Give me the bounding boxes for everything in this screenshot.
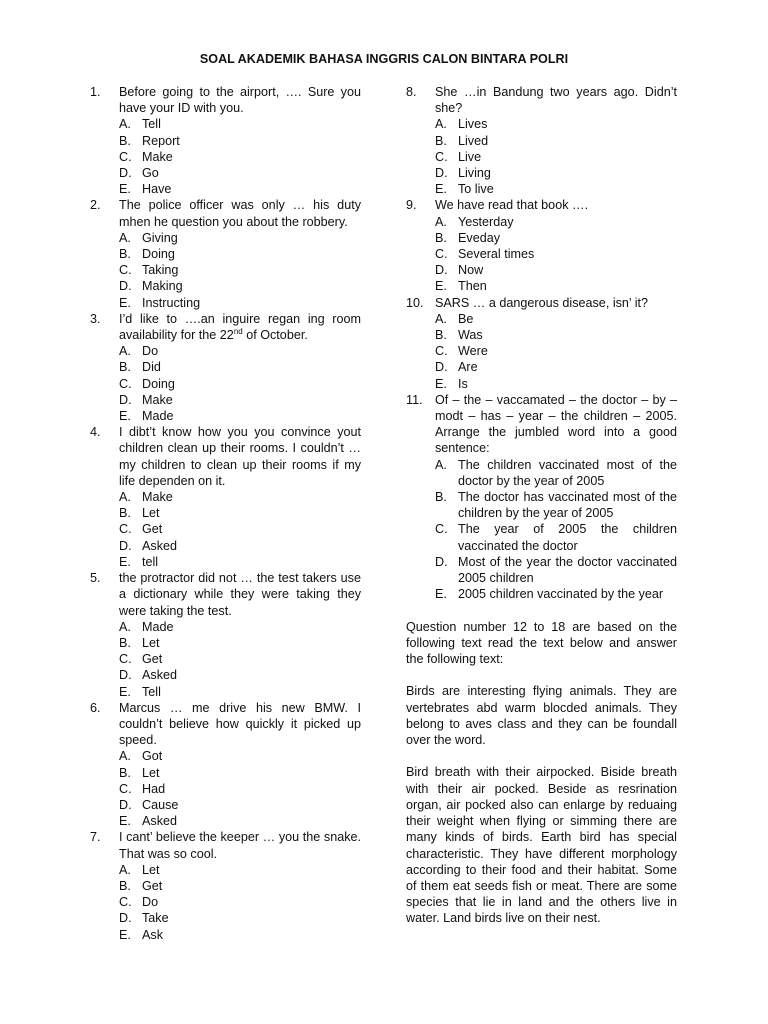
- option-c: [119, 894, 361, 910]
- option-b: [435, 230, 677, 246]
- option-letter: B.: [119, 133, 131, 148]
- option-text: Get: [142, 878, 163, 893]
- option-letter: C.: [119, 781, 132, 796]
- option-b: [119, 878, 361, 894]
- option-text: Is: [458, 376, 468, 391]
- question-text: We have read that book ….: [435, 198, 589, 213]
- question-text: the protractor did not … the test takers use a dictionary while they were taking they were taking the test.: [119, 571, 361, 618]
- option-letter: B.: [119, 765, 131, 780]
- option-text: Got: [142, 749, 163, 764]
- option-letter: A.: [119, 862, 131, 877]
- option-letter: E.: [119, 814, 131, 829]
- question-text: Before going to the airport, …. Sure you have your ID with you.: [119, 85, 361, 116]
- option-b: [435, 327, 677, 343]
- question-text-part: I’d like to ….an inguire regan ing room availability for the 22: [119, 311, 361, 343]
- option-c: [119, 521, 361, 537]
- option-a: [435, 311, 677, 327]
- option-letter: E.: [119, 927, 131, 942]
- option-text: Did: [142, 360, 161, 375]
- option-letter: C.: [435, 247, 448, 262]
- question-6: [90, 700, 361, 830]
- option-b: [119, 505, 361, 521]
- option-letter: D.: [435, 263, 448, 278]
- option-e: [119, 684, 361, 700]
- option-d: [435, 554, 677, 586]
- option-letter: D.: [435, 360, 448, 375]
- option-letter: A.: [435, 214, 447, 229]
- option-text: Instructing: [142, 295, 201, 310]
- question-number: 10.: [406, 295, 424, 310]
- option-text: Made: [142, 409, 174, 424]
- option-text: Have: [142, 182, 172, 197]
- option-text: Doing: [142, 247, 175, 262]
- option-text: Report: [142, 133, 180, 148]
- option-letter: B.: [119, 360, 131, 375]
- question-5: [90, 570, 361, 700]
- page-title: SOAL AKADEMIK BAHASA INGGRIS CALON BINTARA POLRI: [199, 52, 569, 66]
- option-a: [119, 230, 361, 246]
- option-letter: E.: [435, 587, 447, 602]
- option-text: Most of the year the doctor vaccinated 2005 children: [458, 554, 677, 586]
- option-letter: C.: [435, 149, 448, 164]
- option-e: [119, 813, 361, 829]
- option-d: [119, 392, 361, 408]
- option-letter: C.: [119, 376, 132, 391]
- question-1: [90, 84, 361, 197]
- option-b: [119, 133, 361, 149]
- ordinal-suffix: nd: [233, 326, 243, 336]
- option-text: Were: [458, 344, 488, 359]
- option-letter: D.: [119, 166, 132, 181]
- option-letter: D.: [435, 166, 448, 181]
- option-letter: D.: [119, 392, 132, 407]
- option-letter: B.: [119, 247, 131, 262]
- question-number: 5.: [90, 571, 101, 586]
- option-b: [119, 246, 361, 262]
- option-d: [119, 538, 361, 554]
- option-a: [119, 489, 361, 505]
- option-a: [119, 619, 361, 635]
- option-a: [119, 862, 361, 878]
- question-text: I dibt’t know how you you convince yout children clean up their rooms. I couldn’t … my children to clean up their rooms if my life dependen on it.: [119, 425, 361, 488]
- question-stem: [406, 392, 677, 457]
- option-letter: B.: [119, 878, 131, 893]
- option-letter: B.: [119, 506, 131, 521]
- option-e: [119, 295, 361, 311]
- question-text: SARS … a dangerous disease, isn’ it?: [435, 295, 649, 310]
- question-text: She …in Bandung two years ago. Didn’t she?: [435, 85, 677, 116]
- question-stem: [90, 84, 361, 116]
- option-letter: D.: [119, 911, 132, 926]
- option-text: To live: [458, 182, 494, 197]
- option-letter: B.: [435, 133, 447, 148]
- option-letter: C.: [119, 522, 132, 537]
- option-letter: D.: [119, 797, 132, 812]
- option-text: Lived: [458, 133, 489, 148]
- option-letter: B.: [435, 230, 447, 245]
- option-b: [119, 359, 361, 375]
- question-text: I cant’ believe the keeper … you the snake. That was so cool.: [119, 830, 361, 861]
- option-text: Doing: [142, 376, 175, 391]
- option-text: Live: [458, 149, 482, 164]
- option-c: [119, 651, 361, 667]
- option-a: [435, 457, 677, 489]
- option-text: Let: [142, 506, 160, 521]
- question-number: 1.: [90, 85, 101, 99]
- question-stem: [90, 311, 361, 343]
- question-stem: [406, 197, 677, 213]
- option-e: [435, 586, 677, 602]
- option-d: [119, 667, 361, 683]
- question-number: 7.: [90, 830, 101, 845]
- option-c: [435, 343, 677, 359]
- option-d: [435, 262, 677, 278]
- question-number: 4.: [90, 425, 101, 440]
- question-text: [119, 311, 361, 343]
- option-a: [435, 116, 677, 132]
- option-text: Make: [142, 490, 173, 505]
- option-text: Asked: [142, 668, 178, 683]
- option-letter: A.: [435, 117, 447, 132]
- option-letter: A.: [119, 619, 131, 634]
- option-text: Asked: [142, 538, 178, 553]
- option-text: Living: [458, 166, 491, 181]
- question-stem: [90, 424, 361, 489]
- option-letter: E.: [119, 295, 131, 310]
- option-text: The children vaccinated most of the doctor by the year of 2005: [458, 457, 677, 488]
- option-e: [435, 278, 677, 294]
- reading-passage: [406, 619, 677, 927]
- option-letter: E.: [119, 554, 131, 569]
- option-d: [435, 165, 677, 181]
- option-letter: C.: [119, 263, 132, 278]
- option-text: Take: [142, 911, 169, 926]
- option-c: [435, 149, 677, 165]
- option-c: [435, 246, 677, 262]
- option-letter: B.: [119, 635, 131, 650]
- option-letter: C.: [119, 895, 132, 910]
- option-a: [119, 748, 361, 764]
- option-letter: B.: [435, 490, 447, 505]
- question-stem: [90, 829, 361, 861]
- option-d: [119, 165, 361, 181]
- option-a: [119, 343, 361, 359]
- option-c: [435, 521, 677, 553]
- option-text: Had: [142, 781, 166, 796]
- question-stem: [406, 295, 677, 311]
- question-number: 9.: [406, 198, 417, 213]
- option-text: Make: [142, 149, 173, 164]
- question-10: [406, 295, 677, 392]
- question-number: 6.: [90, 700, 101, 715]
- option-text: Ask: [142, 927, 163, 942]
- option-text: tell: [142, 554, 159, 569]
- question-4: [90, 424, 361, 570]
- option-e: [435, 376, 677, 392]
- option-e: [119, 927, 361, 943]
- option-text: Now: [458, 263, 484, 278]
- option-text: Let: [142, 765, 160, 780]
- question-number: 11.: [406, 392, 423, 407]
- option-a: [435, 214, 677, 230]
- question-2: [90, 197, 361, 310]
- option-text: Get: [142, 652, 163, 667]
- option-letter: E.: [435, 376, 447, 391]
- question-9: [406, 197, 677, 294]
- option-letter: E.: [119, 684, 131, 699]
- question-7: [90, 829, 361, 942]
- option-letter: D.: [435, 554, 448, 569]
- option-text: Cause: [142, 797, 179, 812]
- option-text: Get: [142, 522, 163, 537]
- option-text: Let: [142, 635, 160, 650]
- option-text: Make: [142, 392, 173, 407]
- left-column: [90, 84, 361, 943]
- option-letter: E.: [119, 182, 131, 197]
- option-e: [119, 408, 361, 424]
- question-number: 2.: [90, 198, 101, 213]
- option-text: Do: [142, 895, 159, 910]
- option-letter: A.: [119, 117, 131, 132]
- question-stem: [90, 570, 361, 619]
- option-text: Making: [142, 279, 183, 294]
- option-letter: B.: [435, 328, 447, 343]
- option-letter: A.: [119, 344, 131, 359]
- option-letter: A.: [435, 311, 447, 326]
- question-text: Of – the – vaccamated – the doctor – by – modt – has – year – the children – 2005. Arrange the jumbled word into a good sentence:: [435, 392, 677, 456]
- option-c: [119, 149, 361, 165]
- option-a: [119, 116, 361, 132]
- option-text: Taking: [142, 263, 179, 278]
- question-8: [406, 84, 677, 197]
- option-text: Be: [458, 311, 474, 326]
- option-text: Tell: [142, 684, 161, 699]
- option-letter: D.: [119, 279, 132, 294]
- option-letter: C.: [119, 652, 132, 667]
- option-b: [119, 635, 361, 651]
- option-letter: C.: [435, 344, 448, 359]
- option-text: Let: [142, 862, 160, 877]
- option-e: [119, 554, 361, 570]
- option-d: [119, 910, 361, 926]
- question-text-part: of October.: [242, 328, 308, 343]
- option-b: [119, 765, 361, 781]
- question-3: [90, 311, 361, 424]
- question-stem: [90, 197, 361, 229]
- option-text: Do: [142, 344, 159, 359]
- question-number: 8.: [406, 85, 417, 99]
- option-letter: A.: [435, 457, 447, 472]
- option-text: Made: [142, 619, 174, 634]
- option-letter: C.: [119, 149, 132, 164]
- option-text: Several times: [458, 247, 535, 262]
- option-c: [119, 262, 361, 278]
- passage-intro: Question number 12 to 18 are based on the following text read the text below and answer the following text:: [406, 619, 677, 667]
- option-text: The year of 2005 the children vaccinated the doctor: [458, 522, 677, 553]
- option-text: Then: [458, 279, 487, 294]
- question-text: Marcus … me drive his new BMW. I couldn’t believe how quickly it picked up speed.: [119, 700, 361, 748]
- option-text: Giving: [142, 230, 178, 245]
- option-c: [119, 376, 361, 392]
- option-text: Was: [458, 328, 483, 343]
- question-text: The police officer was only … his duty mhen he question you about the robbery.: [119, 198, 361, 229]
- option-letter: D.: [119, 538, 132, 553]
- option-text: Asked: [142, 814, 178, 829]
- option-letter: E.: [435, 279, 447, 294]
- option-text: Go: [142, 166, 159, 181]
- option-b: [435, 133, 677, 149]
- option-letter: E.: [435, 182, 447, 197]
- option-e: [435, 181, 677, 197]
- option-b: [435, 489, 677, 521]
- question-stem: [90, 700, 361, 749]
- passage-paragraph1: Birds are interesting flying animals. They are vertebrates abd warm blocded animals. They belong to aves class and they can be foundall over the word.: [406, 684, 677, 748]
- option-letter: E.: [119, 409, 131, 424]
- option-text: Eveday: [458, 230, 501, 245]
- option-e: [119, 181, 361, 197]
- question-number: 3.: [90, 311, 101, 326]
- option-text: Yesterday: [458, 214, 514, 229]
- question-stem: [406, 84, 677, 116]
- option-letter: A.: [119, 230, 131, 245]
- option-letter: A.: [119, 490, 131, 505]
- right-column: [406, 84, 677, 927]
- option-d: [119, 278, 361, 294]
- option-d: [435, 359, 677, 375]
- option-text: 2005 children vaccinated by the year: [458, 587, 664, 602]
- passage-paragraph2: Bird breath with their airpocked. Biside breath with their air pocked. Beside as resrination organ, air pocked also can enlarge by reduaing their weight when flying or simming there are many kinds of birds. Earth bird has special characteristic. They have different morphology according to their food and their habitat. Some of them eat seeds fish or meat. There are some species that lie in land and the others live in water. Land birds live on their nest.: [406, 765, 677, 926]
- option-c: [119, 781, 361, 797]
- option-text: Are: [458, 360, 478, 375]
- option-d: [119, 797, 361, 813]
- option-text: The doctor has vaccinated most of the children by the year of 2005: [458, 490, 677, 521]
- option-letter: D.: [119, 668, 132, 683]
- option-letter: A.: [119, 749, 131, 764]
- question-11: [406, 392, 677, 603]
- option-letter: C.: [435, 522, 448, 537]
- option-text: Lives: [458, 117, 488, 132]
- option-text: Tell: [142, 117, 161, 132]
